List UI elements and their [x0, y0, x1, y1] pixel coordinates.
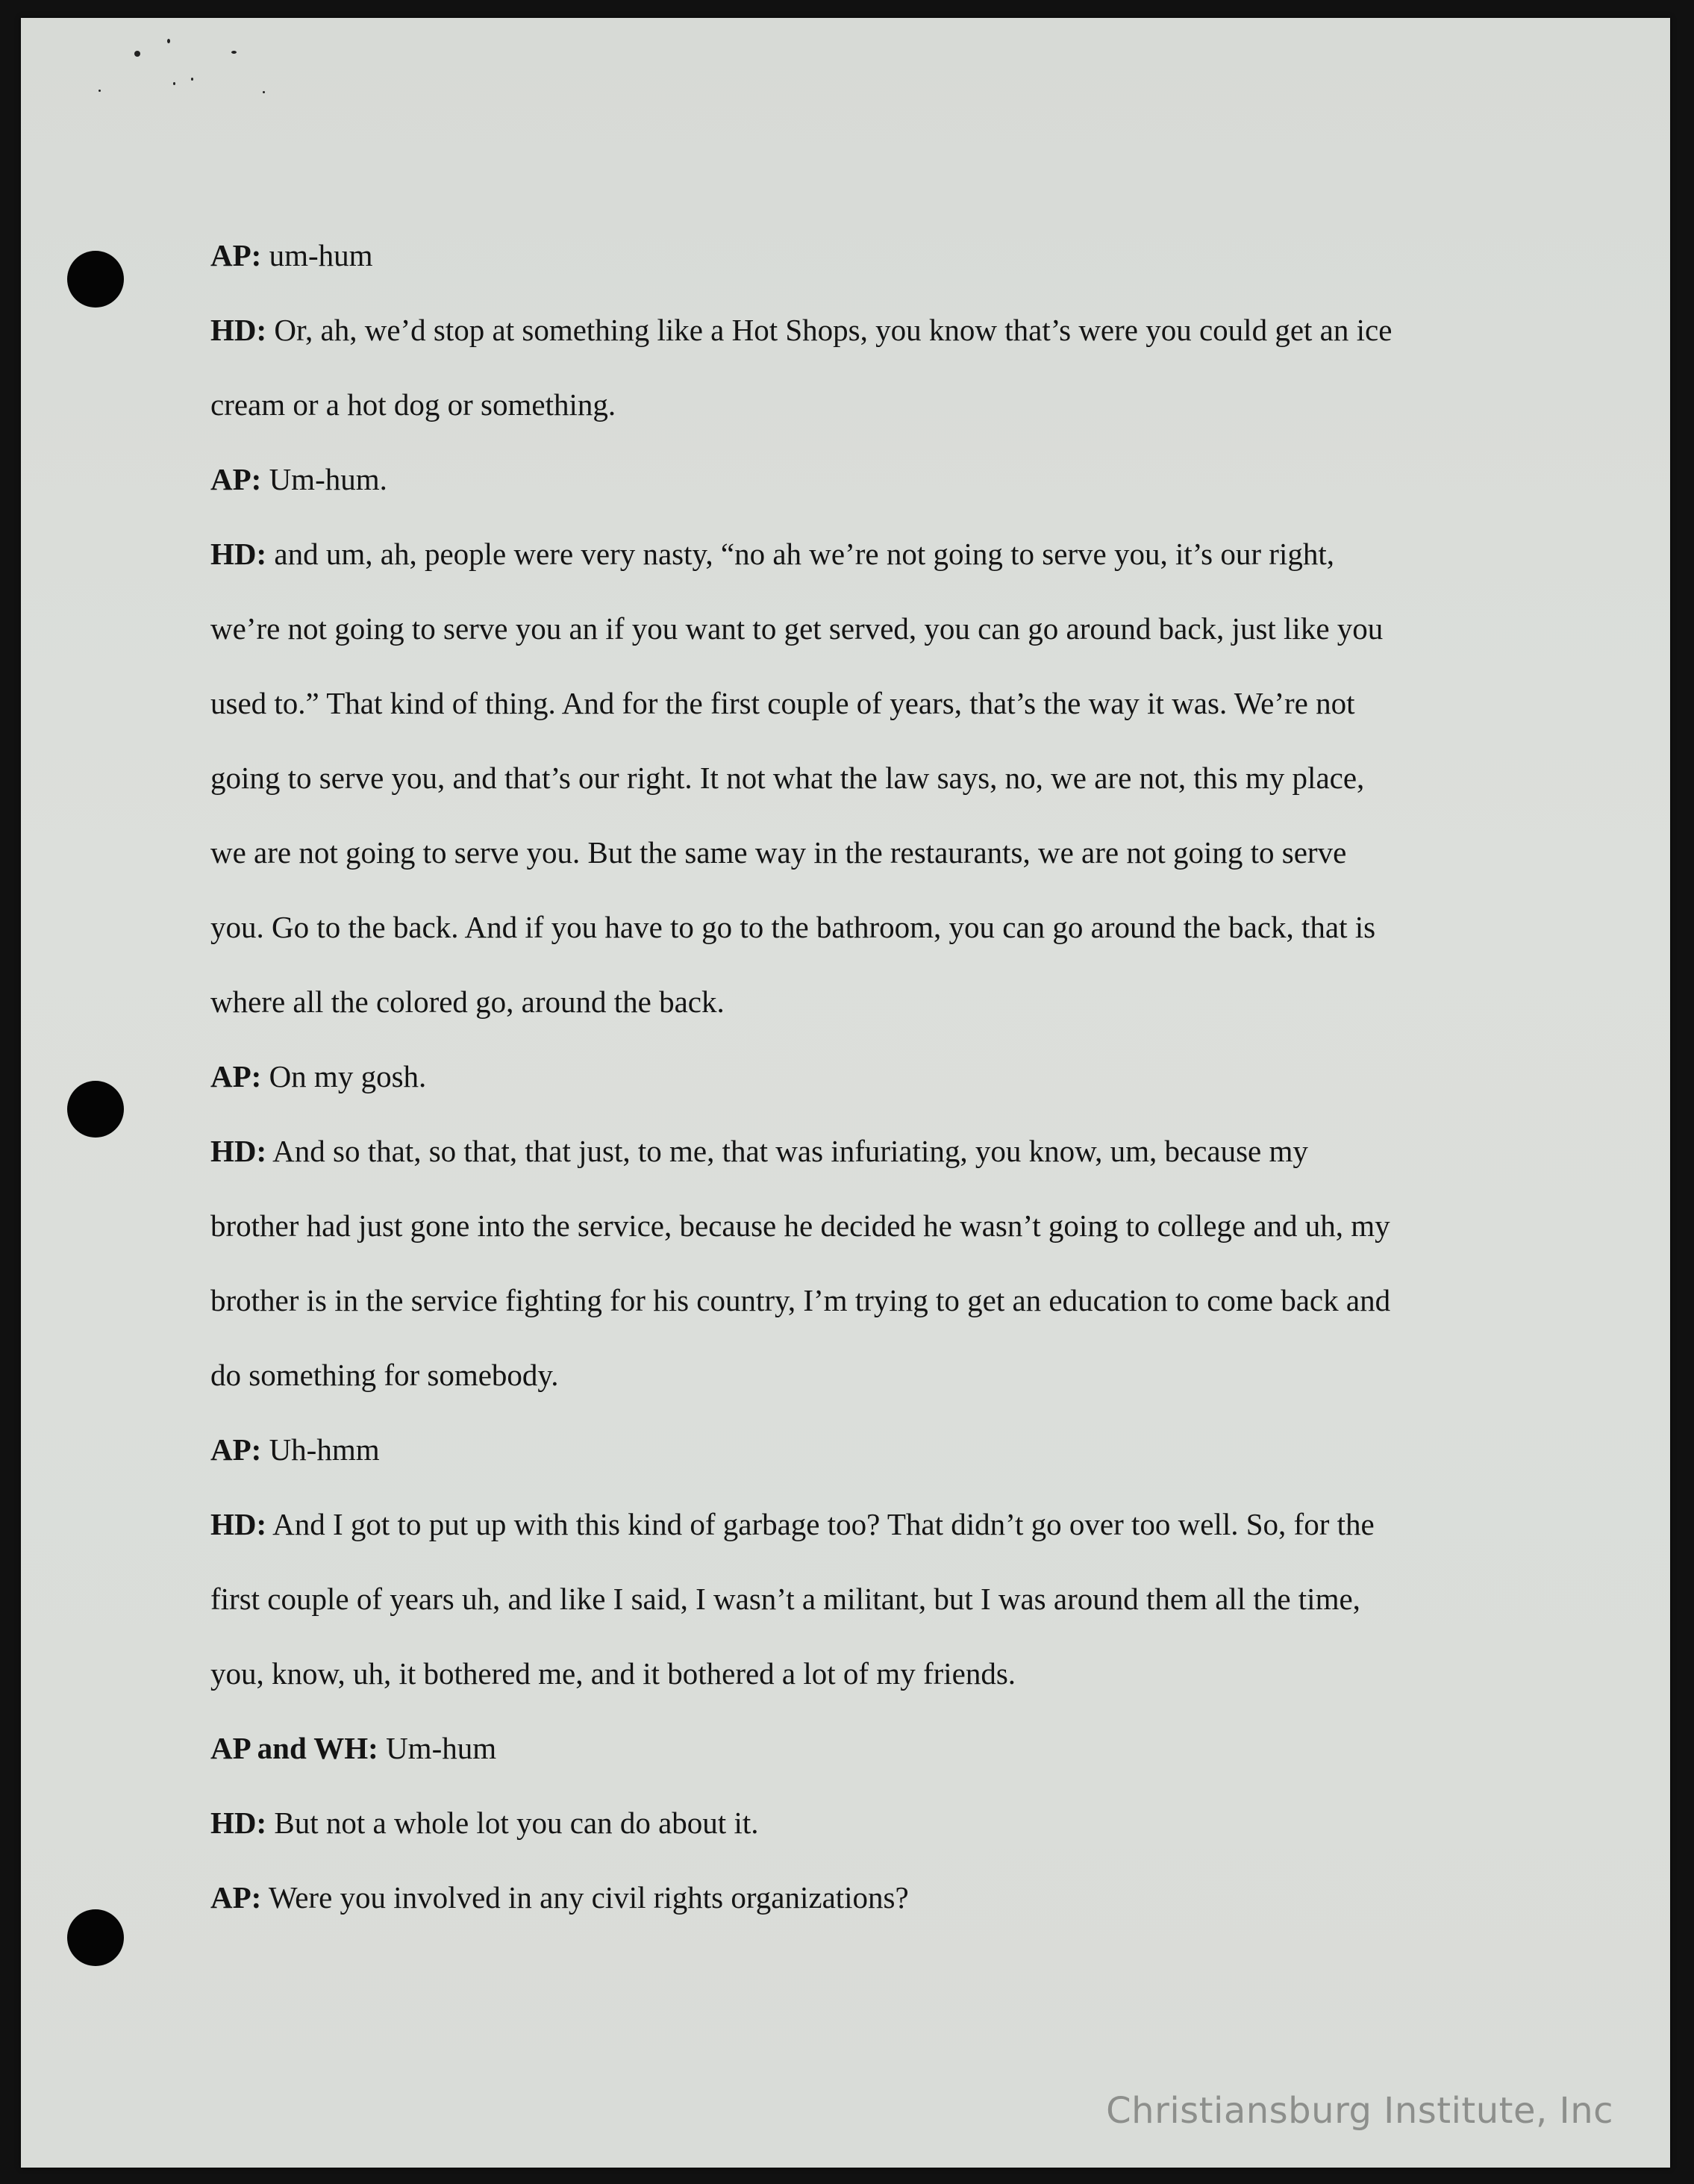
line-text: we’re not going to serve you an if you want to get served, you can go around back, just like you [210, 611, 1384, 646]
paper-speck [173, 82, 175, 85]
transcript-line [210, 1338, 1509, 1412]
transcript-line [210, 964, 1509, 1039]
line-text: first couple of years uh, and like I said, I wasn’t a militant, but I was around them all the time, [210, 1582, 1360, 1616]
speaker-label: HD: [210, 1806, 267, 1840]
transcript-line [210, 815, 1509, 890]
line-text: and um, ah, people were very nasty, “no ah we’re not going to serve you, it’s our right, [266, 537, 1334, 571]
speaker-label: AP: [210, 1059, 262, 1093]
punch-hole-top [67, 251, 124, 308]
line-text: Or, ah, we’d stop at something like a Hot Shops, you know that’s were you could get an ice [266, 313, 1393, 347]
line-text: you. Go to the back. And if you have to go to the bathroom, you can go around the back, that is [210, 910, 1376, 944]
line-text: used to.” That kind of thing. And for the first couple of years, that’s the way it was. We’re not [210, 686, 1355, 720]
line-text: Um-hum [378, 1731, 497, 1765]
watermark-text: Christiansburg Institute, Inc [1106, 2090, 1613, 2132]
transcript-line [210, 1711, 1509, 1785]
line-text: you, know, uh, it bothered me, and it bothered a lot of my friends. [210, 1656, 1016, 1691]
speaker-label: HD: [210, 1507, 267, 1541]
line-text: Um-hum. [261, 462, 387, 496]
paper-speck [167, 39, 170, 43]
line-text: we are not going to serve you. But the same way in the restaurants, we are not going to serve [210, 835, 1347, 870]
transcript-line [210, 1487, 1509, 1561]
speaker-label: HD: [210, 1134, 267, 1168]
punch-hole-bottom [67, 1909, 124, 1966]
paper-speck [231, 51, 237, 54]
line-text: Were you involved in any civil rights organizations? [261, 1880, 909, 1915]
paper-speck [263, 91, 265, 93]
transcript-line [210, 890, 1509, 964]
transcript-line [210, 517, 1509, 591]
speaker-label: AP: [210, 1880, 262, 1915]
transcript-line [210, 1561, 1509, 1636]
line-text: On my gosh. [261, 1059, 427, 1093]
transcript-line [210, 1860, 1509, 1935]
line-text: going to serve you, and that’s our right. It not what the law says, no, we are not, this my place, [210, 761, 1365, 795]
transcript-line [210, 591, 1509, 666]
line-text: um-hum [261, 238, 373, 272]
line-text: Uh-hmm [261, 1432, 380, 1467]
transcript-line [210, 367, 1509, 442]
transcript-line [210, 666, 1509, 740]
transcript-line [210, 1785, 1509, 1860]
line-text: cream or a hot dog or something. [210, 387, 616, 422]
transcript-line [210, 1114, 1509, 1188]
line-text: where all the colored go, around the back. [210, 985, 725, 1019]
paper-speck [134, 51, 140, 57]
transcript-line [210, 1412, 1509, 1487]
transcript-line [210, 1039, 1509, 1114]
speaker-label: AP: [210, 238, 262, 272]
line-text: brother had just gone into the service, because he decided he wasn’t going to college and uh, my [210, 1208, 1390, 1243]
transcript-line [210, 1263, 1509, 1338]
speaker-label: AP: [210, 1432, 262, 1467]
speaker-label: HD: [210, 537, 267, 571]
speaker-label: AP and WH: [210, 1731, 378, 1765]
transcript-line [210, 293, 1509, 367]
speaker-label: AP: [210, 462, 262, 496]
line-text: do something for somebody. [210, 1358, 559, 1392]
line-text: But not a whole lot you can do about it. [266, 1806, 759, 1840]
transcript-line [210, 218, 1509, 293]
transcript-line [210, 740, 1509, 815]
line-text: And I got to put up with this kind of garbage too? That didn’t go over too well. So, for the [266, 1507, 1375, 1541]
paper-speck [99, 90, 101, 92]
speaker-label: HD: [210, 313, 267, 347]
punch-hole-middle [67, 1081, 124, 1138]
transcript-body [210, 218, 1509, 1935]
transcript-line [210, 1636, 1509, 1711]
paper-speck [191, 78, 193, 81]
line-text: And so that, so that, that just, to me, that was infuriating, you know, um, because my [266, 1134, 1308, 1168]
transcript-line [210, 1188, 1509, 1263]
transcript-line [210, 442, 1509, 517]
document-page [21, 18, 1670, 2168]
line-text: brother is in the service fighting for his country, I’m trying to get an education to come back and [210, 1283, 1391, 1317]
